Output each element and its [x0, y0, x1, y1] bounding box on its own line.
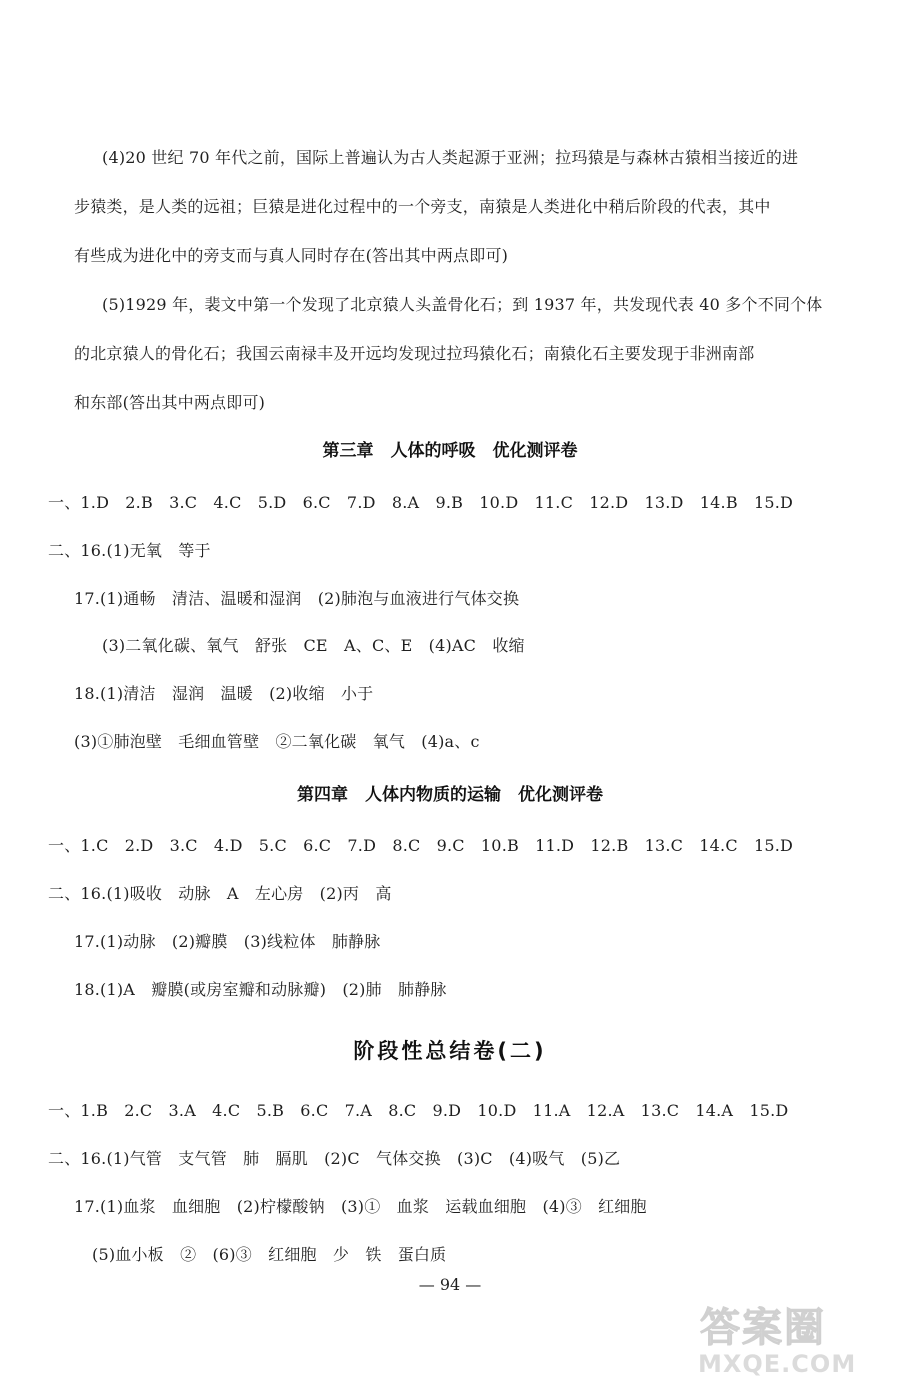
watermark-logo: [690, 1292, 880, 1382]
answer-line: (4)20 世纪 70 年代之前，国际上普遍认为古人类起源于亚洲；拉玛猿是与森林古猿相当接近的进: [102, 148, 799, 167]
answer-line: 18.(1)清洁 湿润 温暖 (2)收缩 小于: [74, 684, 374, 703]
summary-title: 阶段性总结卷(二): [353, 1039, 547, 1063]
answer-line: 一、1.C 2.D 3.C 4.D 5.C 6.C 7.D 8.C 9.C 10.B 11.D 12.B 13.C 14.C 15.D: [48, 836, 794, 855]
answer-line: 17.(1)动脉 (2)瓣膜 (3)线粒体 肺静脉: [74, 932, 381, 951]
answer-line: 步猿类，是人类的远祖；巨猿是进化过程中的一个旁支，南猿是人类进化中稍后阶段的代表，其中: [74, 197, 771, 216]
page-number: — 94 —: [418, 1275, 482, 1294]
answer-line: (5)血小板 ② (6)③ 红细胞 少 铁 蛋白质: [92, 1245, 447, 1264]
chapter-4-title: 第四章 人体内物质的运输 优化测评卷: [297, 785, 603, 805]
answer-line: 17.(1)通畅 清洁、温暖和湿润 (2)肺泡与血液进行气体交换: [74, 589, 520, 608]
answer-line: (5)1929 年，裴文中第一个发现了北京猿人头盖骨化石；到 1937 年，共发现代表 40 多个不同个体: [102, 295, 823, 314]
watermark-top-text: 答案圈: [700, 1305, 826, 1351]
answer-line: 一、1.B 2.C 3.A 4.C 5.B 6.C 7.A 8.C 9.D 10.D 11.A 12.A 13.C 14.A 15.D: [48, 1101, 789, 1120]
answer-line: 17.(1)血浆 血细胞 (2)柠檬酸钠 (3)① 血浆 运载血细胞 (4)③ 红细胞: [74, 1197, 647, 1216]
answer-line: (3)①肺泡壁 毛细血管壁 ②二氧化碳 氧气 (4)a、c: [74, 732, 480, 751]
answer-line: 有些成为进化中的旁支而与真人同时存在(答出其中两点即可): [74, 246, 509, 265]
answer-line: 二、16.(1)无氧 等于: [48, 541, 211, 560]
answer-line: (3)二氧化碳、氧气 舒张 CE A、C、E (4)AC 收缩: [102, 636, 525, 655]
answer-line: 的北京猿人的骨化石；我国云南禄丰及开远均发现过拉玛猿化石；南猿化石主要发现于非洲南部: [74, 344, 755, 363]
answer-line: 二、16.(1)吸收 动脉 A 左心房 (2)丙 高: [48, 884, 392, 903]
answer-line: 18.(1)A 瓣膜(或房室瓣和动脉瓣) (2)肺 肺静脉: [74, 980, 447, 999]
watermark-bottom-text: MXQE.COM: [698, 1350, 857, 1378]
answer-line: 和东部(答出其中两点即可): [74, 393, 266, 412]
answer-line: 二、16.(1)气管 支气管 肺 膈肌 (2)C 气体交换 (3)C (4)吸气 (5)乙: [48, 1149, 621, 1168]
chapter-3-title: 第三章 人体的呼吸 优化测评卷: [322, 441, 578, 461]
answer-line: 一、1.D 2.B 3.C 4.C 5.D 6.C 7.D 8.A 9.B 10.D 11.C 12.D 13.D 14.B 15.D: [48, 493, 794, 512]
